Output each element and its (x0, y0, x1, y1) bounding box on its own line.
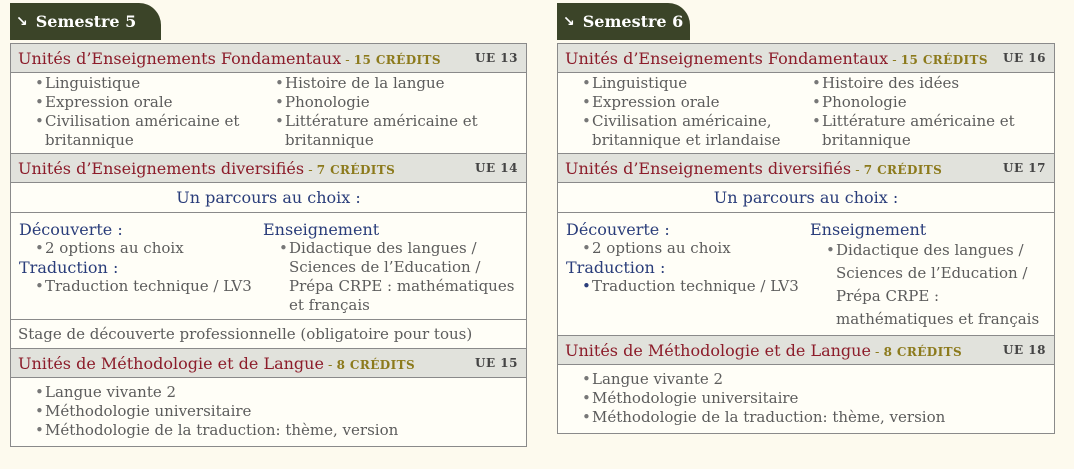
unit-credits: 8 CRÉDITS (883, 344, 963, 359)
course-list-left (35, 74, 275, 150)
unit-title: Unités d’Enseignements diversifiés (18, 158, 305, 178)
parcours-heading: Un parcours au choix : (11, 183, 526, 213)
unit-header-methodologie (558, 336, 1054, 365)
list-item: • Expression orale (35, 93, 275, 112)
semester-5-panel (10, 3, 527, 447)
semester-box (557, 43, 1055, 434)
course-list (582, 370, 1044, 427)
unit-credits: 15 CRÉDITS (353, 52, 441, 67)
parcours-left-column (566, 220, 810, 331)
unit-separator: - (888, 52, 901, 68)
semester-box (10, 43, 527, 447)
list-item: • Littérature américaine et britannique (812, 112, 1040, 150)
list-item: • 2 options au choix (582, 239, 810, 258)
list-item: • Langue vivante 2 (582, 370, 1044, 389)
list-item: • Méthodologie de la traduction: thème, version (35, 421, 516, 440)
list-item: • Didactique des langues / Sciences de l’Education / Prépa CRPE : mathématiques et français (279, 239, 516, 315)
unit-header-fondamentaux (11, 44, 526, 73)
stage-note: Stage de découverte professionnelle (obligatoire pour tous) (11, 320, 526, 349)
enseignement-list (263, 239, 516, 315)
traduction-list (19, 277, 263, 296)
semester-tab[interactable] (557, 3, 690, 40)
unit-code: UE 13 (475, 51, 518, 65)
unit-title: Unités d’Enseignements Fondamentaux (565, 48, 889, 68)
list-item: • 2 options au choix (35, 239, 263, 258)
unit-credits: 7 CRÉDITS (863, 162, 943, 177)
unit-body-fondamentaux (558, 73, 1054, 154)
decouverte-list (566, 239, 810, 258)
semester-tab[interactable] (10, 3, 161, 40)
parcours-heading: Un parcours au choix : (558, 183, 1054, 213)
unit-header-diversifies (558, 154, 1054, 183)
enseignement-label: Enseignement (810, 220, 927, 239)
course-list-left (582, 74, 812, 150)
list-item: • Langue vivante 2 (35, 383, 516, 402)
list-item: • Civilisation américaine et britannique (35, 112, 275, 150)
unit-code: UE 15 (475, 356, 518, 370)
traduction-label: Traduction : (19, 258, 119, 277)
unit-separator: - (323, 357, 337, 373)
unit-title: Unités de Méthodologie et de Langue (565, 340, 871, 360)
unit-credits: 7 CRÉDITS (316, 162, 396, 177)
list-item: • Méthodologie universitaire (582, 389, 1044, 408)
decouverte-label: Découverte : (566, 220, 670, 239)
list-item: • Expression orale (582, 93, 812, 112)
list-item: • Traduction technique / LV3 (582, 277, 810, 296)
unit-title: Unités d’Enseignements Fondamentaux (18, 48, 342, 68)
semester-tab-label: Semestre 6 (582, 12, 684, 31)
semester-tab-label: Semestre 5 (35, 12, 137, 31)
unit-body-fondamentaux (11, 73, 526, 154)
unit-code: UE 16 (1003, 51, 1046, 65)
course-list-right (812, 74, 1040, 150)
list-item: • Littérature américaine et britannique (275, 112, 512, 150)
list-item: • Traduction technique / LV3 (35, 277, 263, 296)
unit-header-fondamentaux (558, 44, 1054, 73)
list-item: • Phonologie (275, 93, 512, 112)
unit-code: UE 17 (1003, 161, 1046, 175)
unit-header-methodologie (11, 349, 526, 378)
list-item: • Linguistique (582, 74, 812, 93)
unit-separator: - (851, 162, 864, 178)
list-item: • Didactique des langues / Sciences de l’Education / Prépa CRPE : mathématiques et français (826, 239, 1044, 331)
unit-title: Unités d’Enseignements diversifiés (565, 158, 852, 178)
unit-credits: 8 CRÉDITS (336, 357, 416, 372)
enseignement-label: Enseignement (263, 220, 380, 239)
parcours-right-column (263, 220, 516, 315)
list-item: • Méthodologie universitaire (35, 402, 516, 421)
unit-code: UE 14 (475, 161, 518, 175)
semester-6-panel (557, 3, 1055, 434)
unit-body-methodologie (558, 365, 1054, 433)
unit-code: UE 18 (1003, 343, 1046, 357)
parcours-left-column (19, 220, 263, 315)
list-item: • Linguistique (35, 74, 275, 93)
list-item: • Phonologie (812, 93, 1040, 112)
parcours-options (11, 213, 526, 320)
unit-title: Unités de Méthodologie et de Langue (18, 353, 324, 373)
list-item: • Civilisation américaine, britannique et irlandaise (582, 112, 812, 150)
list-item: • Histoire des idées (812, 74, 1040, 93)
decouverte-list (19, 239, 263, 258)
unit-separator: - (304, 162, 317, 178)
course-list (35, 383, 516, 440)
parcours-right-column (810, 220, 1044, 331)
unit-separator: - (341, 52, 354, 68)
parcours-options (558, 213, 1054, 336)
traduction-label: Traduction : (566, 258, 666, 277)
course-list-right (275, 74, 512, 150)
unit-header-diversifies (11, 154, 526, 183)
unit-credits: 15 CRÉDITS (900, 52, 988, 67)
unit-body-methodologie (11, 378, 526, 446)
unit-separator: - (870, 344, 884, 360)
enseignement-list (810, 239, 1044, 331)
traduction-list (566, 277, 810, 296)
arrow-down-right-icon: ↘ (563, 13, 575, 30)
decouverte-label: Découverte : (19, 220, 123, 239)
arrow-down-right-icon: ↘ (16, 13, 28, 30)
list-item: • Histoire de la langue (275, 74, 512, 93)
list-item: • Méthodologie de la traduction: thème, version (582, 408, 1044, 427)
